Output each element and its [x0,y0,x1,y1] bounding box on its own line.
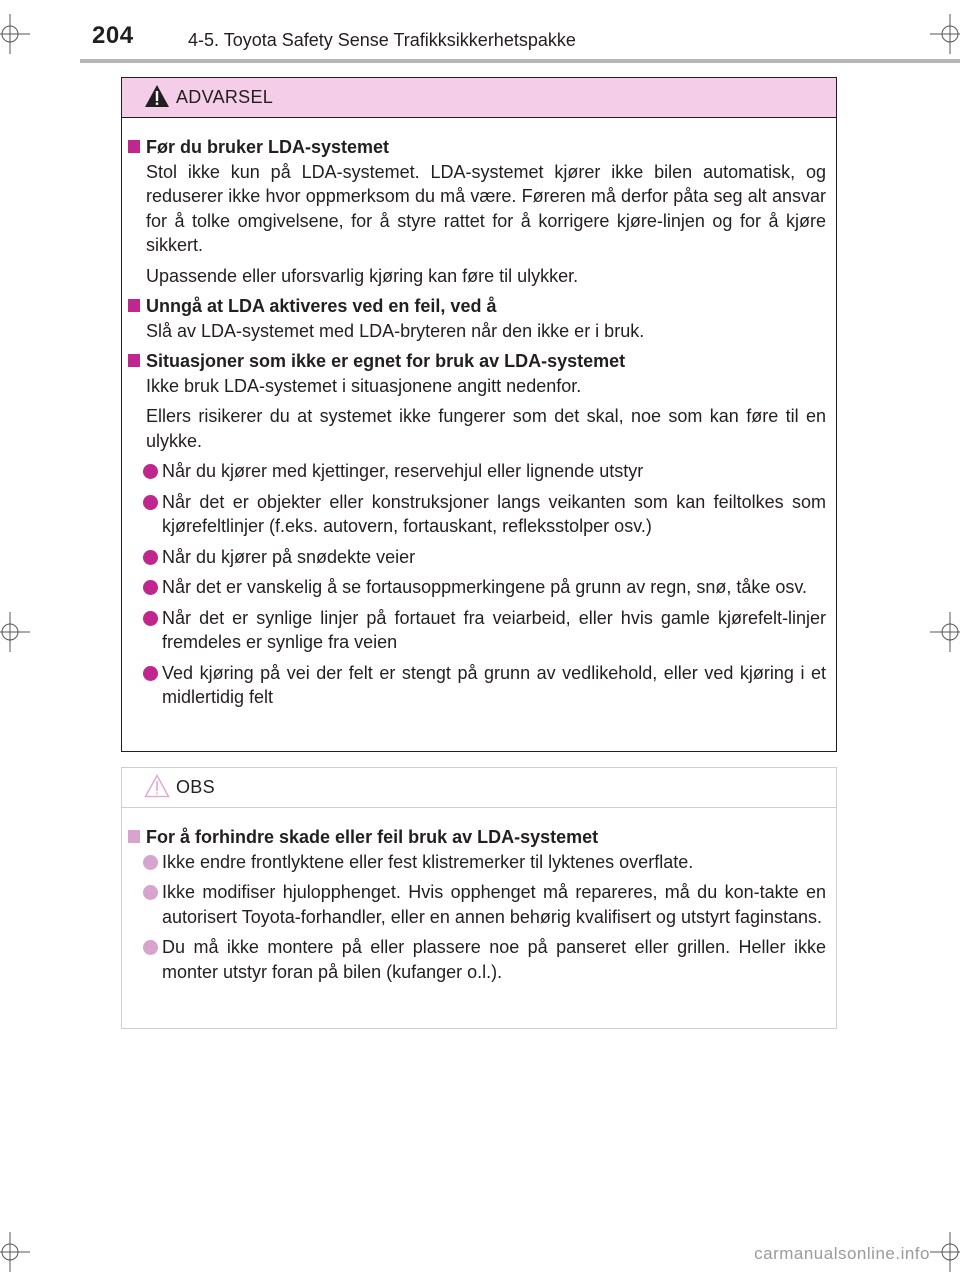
list-item: Ikke endre frontlyktene eller fest klistremerker til lyktenes overflate. [128,850,826,875]
page-number: 204 [92,22,134,49]
notice-box-header [122,768,836,808]
crop-mark-mid-left [0,612,30,652]
page-header [0,0,960,62]
paragraph: Stol ikke kun på LDA-systemet. LDA-systemet kjører ikke bilen automatisk, og reduserer ikke hvor oppmerksom du må være. Føreren må derfor påta seg alt ansvar for å tolke omgivelsene, for å styre rattet for å korrigere kjøre-linjen og for å kjøre sikkert. [146,161,826,255]
warning-title: ADVARSEL [176,87,274,107]
list-item: Når du kjører på snødekte veier [128,545,826,570]
paragraph: Upassende eller uforsvarlig kjøring kan føre til ulykker. [146,265,579,286]
list-item: Ikke modifiser hjulopphenget. Hvis opphenget må repareres, må du kon-takte en autorisert Toyota-forhandler, eller en annen behørig kvalifisert og utstyrt faginstans. [128,880,826,929]
section-heading: Unngå at LDA aktiveres ved en feil, ved å [128,294,826,319]
round-bullet-icon [143,611,158,626]
list-item: Når det er synlige linjer på fortauet fra veiarbeid, eller hvis gamle kjørefelt-linjer fremdeles er synlige fra veien [128,606,826,655]
notice-title: OBS [176,777,215,797]
square-bullet-icon [128,140,140,153]
crop-mark-bottom-left [0,1232,30,1272]
square-bullet-icon [128,830,140,843]
round-bullet-icon [143,464,158,479]
list-item: Du må ikke montere på eller plassere noe på panseret eller grillen. Heller ikke monter utstyr foran på bilen (kufanger o.l.). [128,935,826,984]
warning-triangle-icon [144,84,170,113]
paragraph: Ellers risikerer du at systemet ikke fungerer som det skal, noe som kan føre til en ulykke. [146,406,826,451]
square-bullet-icon [128,299,140,312]
paragraph: Slå av LDA-systemet med LDA-bryteren når den ikke er i bruk. [146,320,645,341]
caution-triangle-icon [144,774,170,803]
crop-mark-mid-right [930,612,960,652]
round-bullet-icon [143,885,158,900]
warning-box [121,77,837,752]
list-item: Ved kjøring på vei der felt er stengt på grunn av vedlikehold, eller ved kjøring i et midlertidig felt [128,661,826,710]
round-bullet-icon [143,940,158,955]
section-heading: For å forhindre skade eller feil bruk av LDA-systemet [128,825,826,850]
warning-body [122,118,836,710]
list-item: Når det er objekter eller konstruksjoner langs veikanten som kan feiltolkes som kjørefeltlinjer (f.eks. autovern, fortauskant, refleksstolper osv.) [128,490,826,539]
square-bullet-icon [128,354,140,367]
crop-mark-bottom-right [930,1232,960,1272]
list-item: Når det er vanskelig å se fortausoppmerkingene på grunn av regn, snø, tåke osv. [128,575,826,600]
round-bullet-icon [143,580,158,595]
warning-box-header [122,78,836,118]
watermark: carmanualsonline.info [754,1244,930,1263]
notice-box [121,767,837,1029]
round-bullet-icon [143,666,158,681]
round-bullet-icon [143,550,158,565]
notice-body [122,808,836,984]
header-rule [80,59,960,63]
round-bullet-icon [143,495,158,510]
section-heading: Før du bruker LDA-systemet [128,135,826,160]
list-item: Når du kjører med kjettinger, reservehjul eller lignende utstyr [128,459,826,484]
paragraph: Ikke bruk LDA-systemet i situasjonene angitt nedenfor. [146,375,582,396]
round-bullet-icon [143,855,158,870]
section-heading: Situasjoner som ikke er egnet for bruk av LDA-systemet [128,349,826,374]
chapter-title: 4-5. Toyota Safety Sense Trafikksikkerhetspakke [188,30,576,50]
